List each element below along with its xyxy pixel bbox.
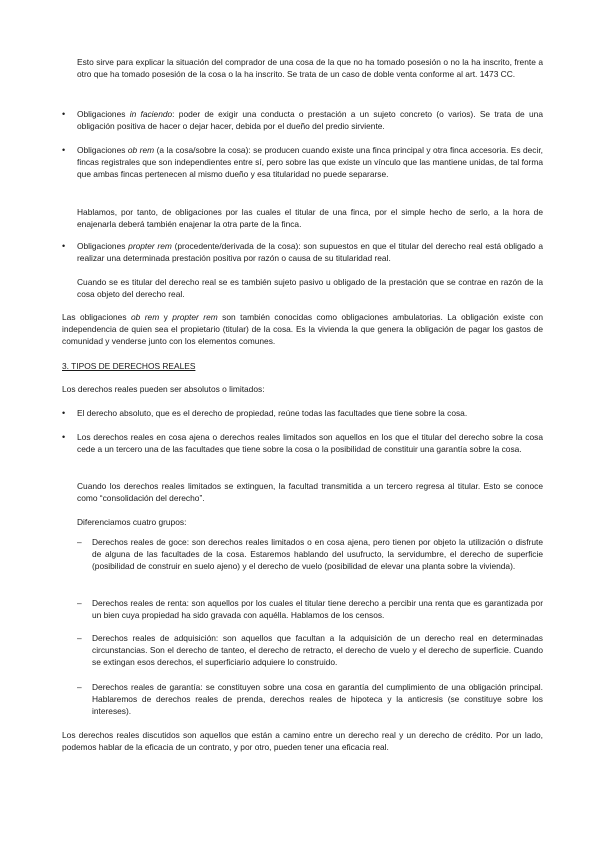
text: y <box>159 312 173 322</box>
dash-icon: – <box>77 633 82 643</box>
paragraph-absolutos-limitados: Los derechos reales pueden ser absolutos o limitados: <box>62 384 265 394</box>
paragraph-cuatro-grupos: Diferenciamos cuatro grupos: <box>77 517 187 527</box>
item-derechos-garantia: Derechos reales de garantía: se constituyen sobre una cosa en garantía del cumplimiento de una obligación principal. Hablaremos de derechos reales de prenda, derechos reales de hipoteca y la anticresis (se constituye sobre los intereses). <box>92 682 543 717</box>
italic-term: propter rem <box>128 241 172 251</box>
bullet-icon: • <box>62 432 66 442</box>
paragraph-hablamos: Hablamos, por tanto, de obligaciones por las cuales el titular de una finca, por el simple hecho de serlo, a la hora de enajenarla deberá también enajenar la otra parte de la finca. <box>77 207 543 230</box>
italic-term: in faciendo <box>129 109 173 119</box>
text: son también conocidas como obligaciones ambulatorias. La obligación existe con independencia de quien sea el propietario (titular) de la cosa. Es la vivienda la que genera la obligación de pagar los gastos de comunidad y venderse junto con los elementos comunes. <box>62 312 544 347</box>
text: Obligaciones <box>77 145 128 155</box>
section-heading: 3. TIPOS DE DERECHOS REALES <box>62 361 196 371</box>
bullet-icon: • <box>62 241 66 251</box>
dash-icon: – <box>77 682 82 692</box>
bullet-icon: • <box>62 145 66 155</box>
text: (procedente/derivada de la cosa): son supuestos en que el titular del derecho real está obligado a realizar una determinada prestación positiva por razón o causa de su titularidad real. <box>77 241 543 264</box>
text: Las obligaciones <box>62 312 131 322</box>
text: Obligaciones <box>77 241 129 251</box>
item-derechos-goce: Derechos reales de goce: son derechos reales limitados o en cosa ajena, pero tienen por objeto la utilización o disfrute de alguna de las facultades de la cosa. Estaremos hablando del usufructo, la servidumbre, el derecho de superficie (posibilidad de construir en suelo ajeno) y el derecho de vuelo (posibilidad de elevar una planta sobre la vivienda). <box>92 537 543 572</box>
text: (a la cosa/sobre la cosa): se producen cuando existe una finca principal y otra finca accesoria. Es decir, fincas registrales que son independientes entre sí, pero sobre las que existe un vínculo que las mantiene unidas, de tal forma que ambas fincas pertenecen al mismo dueño y esa titularidad no puede separarse. <box>77 145 543 180</box>
italic-term: propter rem <box>172 312 218 322</box>
bullet-icon: • <box>62 408 66 418</box>
bullet-derecho-absoluto: El derecho absoluto, que es el derecho de propiedad, reúne todas las facultades que tiene sobre la cosa. <box>77 408 468 418</box>
bullet-icon: • <box>62 109 66 119</box>
bullet-derechos-limitados: Los derechos reales en cosa ajena o derechos reales limitados son aquellos en los que el titular del derecho sobre la cosa cede a un tercero una de las facultades que tiene sobre la cosa o la posibilidad de constituir una garantía sobre la cosa. <box>77 432 543 455</box>
dash-icon: – <box>77 598 82 608</box>
bullet-obligaciones-propter-rem <box>77 240 543 264</box>
bullet-obligaciones-ob-rem <box>77 144 543 180</box>
paragraph-derechos-discutidos: Los derechos reales discutidos son aquellos que están a camino entre un derecho real y un derecho de crédito. Por un lado, podemos hablar de la eficacia de un contrato, y por otro, pueden tener una eficacia real. <box>62 730 543 753</box>
paragraph-sujeto-pasivo: Cuando se es titular del derecho real se es también sujeto pasivo u obligado de la prestación que se contrae en razón de la cosa objeto del derecho real. <box>77 277 543 300</box>
item-derechos-adquisicion: Derechos reales de adquisición: son aquellos que facultan a la adquisición de un derecho real en determinadas circunstancias. Son el derecho de tanteo, el derecho de retracto, el derecho de vuelo y el derecho de superficie. Cuando se extingan esos derechos, el superficiario adquiere lo construido. <box>92 633 543 668</box>
paragraph-doble-venta: Esto sirve para explicar la situación del comprador de una cosa de la que no ha tomado posesión o no la ha inscrito, frente a otro que ha tomado posesión de la cosa o la ha inscrito. Se trata de un caso de doble venta conforme al art. 1473 CC. <box>77 57 543 80</box>
dash-icon: – <box>77 537 82 547</box>
paragraph-consolidacion: Cuando los derechos reales limitados se extinguen, la facultad transmitida a un tercero regresa al titular. Esto se conoce como “consolidación del derecho”. <box>77 481 543 504</box>
text: Obligaciones <box>77 109 130 119</box>
item-derechos-renta: Derechos reales de renta: son aquellos por los cuales el titular tiene derecho a percibir una renta que es garantizada por un bien cuya propiedad ha sido gravada con aquélla. Hablamos de los censos. <box>92 598 543 621</box>
paragraph-obligaciones-ambulatorias <box>62 311 543 347</box>
italic-term: ob rem <box>127 145 155 155</box>
bullet-obligaciones-in-faciendo <box>77 108 543 132</box>
italic-term: ob rem <box>130 312 160 322</box>
text: : poder de exigir una conducta o prestación a un sujeto concreto (o varios). Se trata de una obligación positiva de hacer o dejar hacer, debida por el dueño del predio sirviente. <box>77 109 543 132</box>
